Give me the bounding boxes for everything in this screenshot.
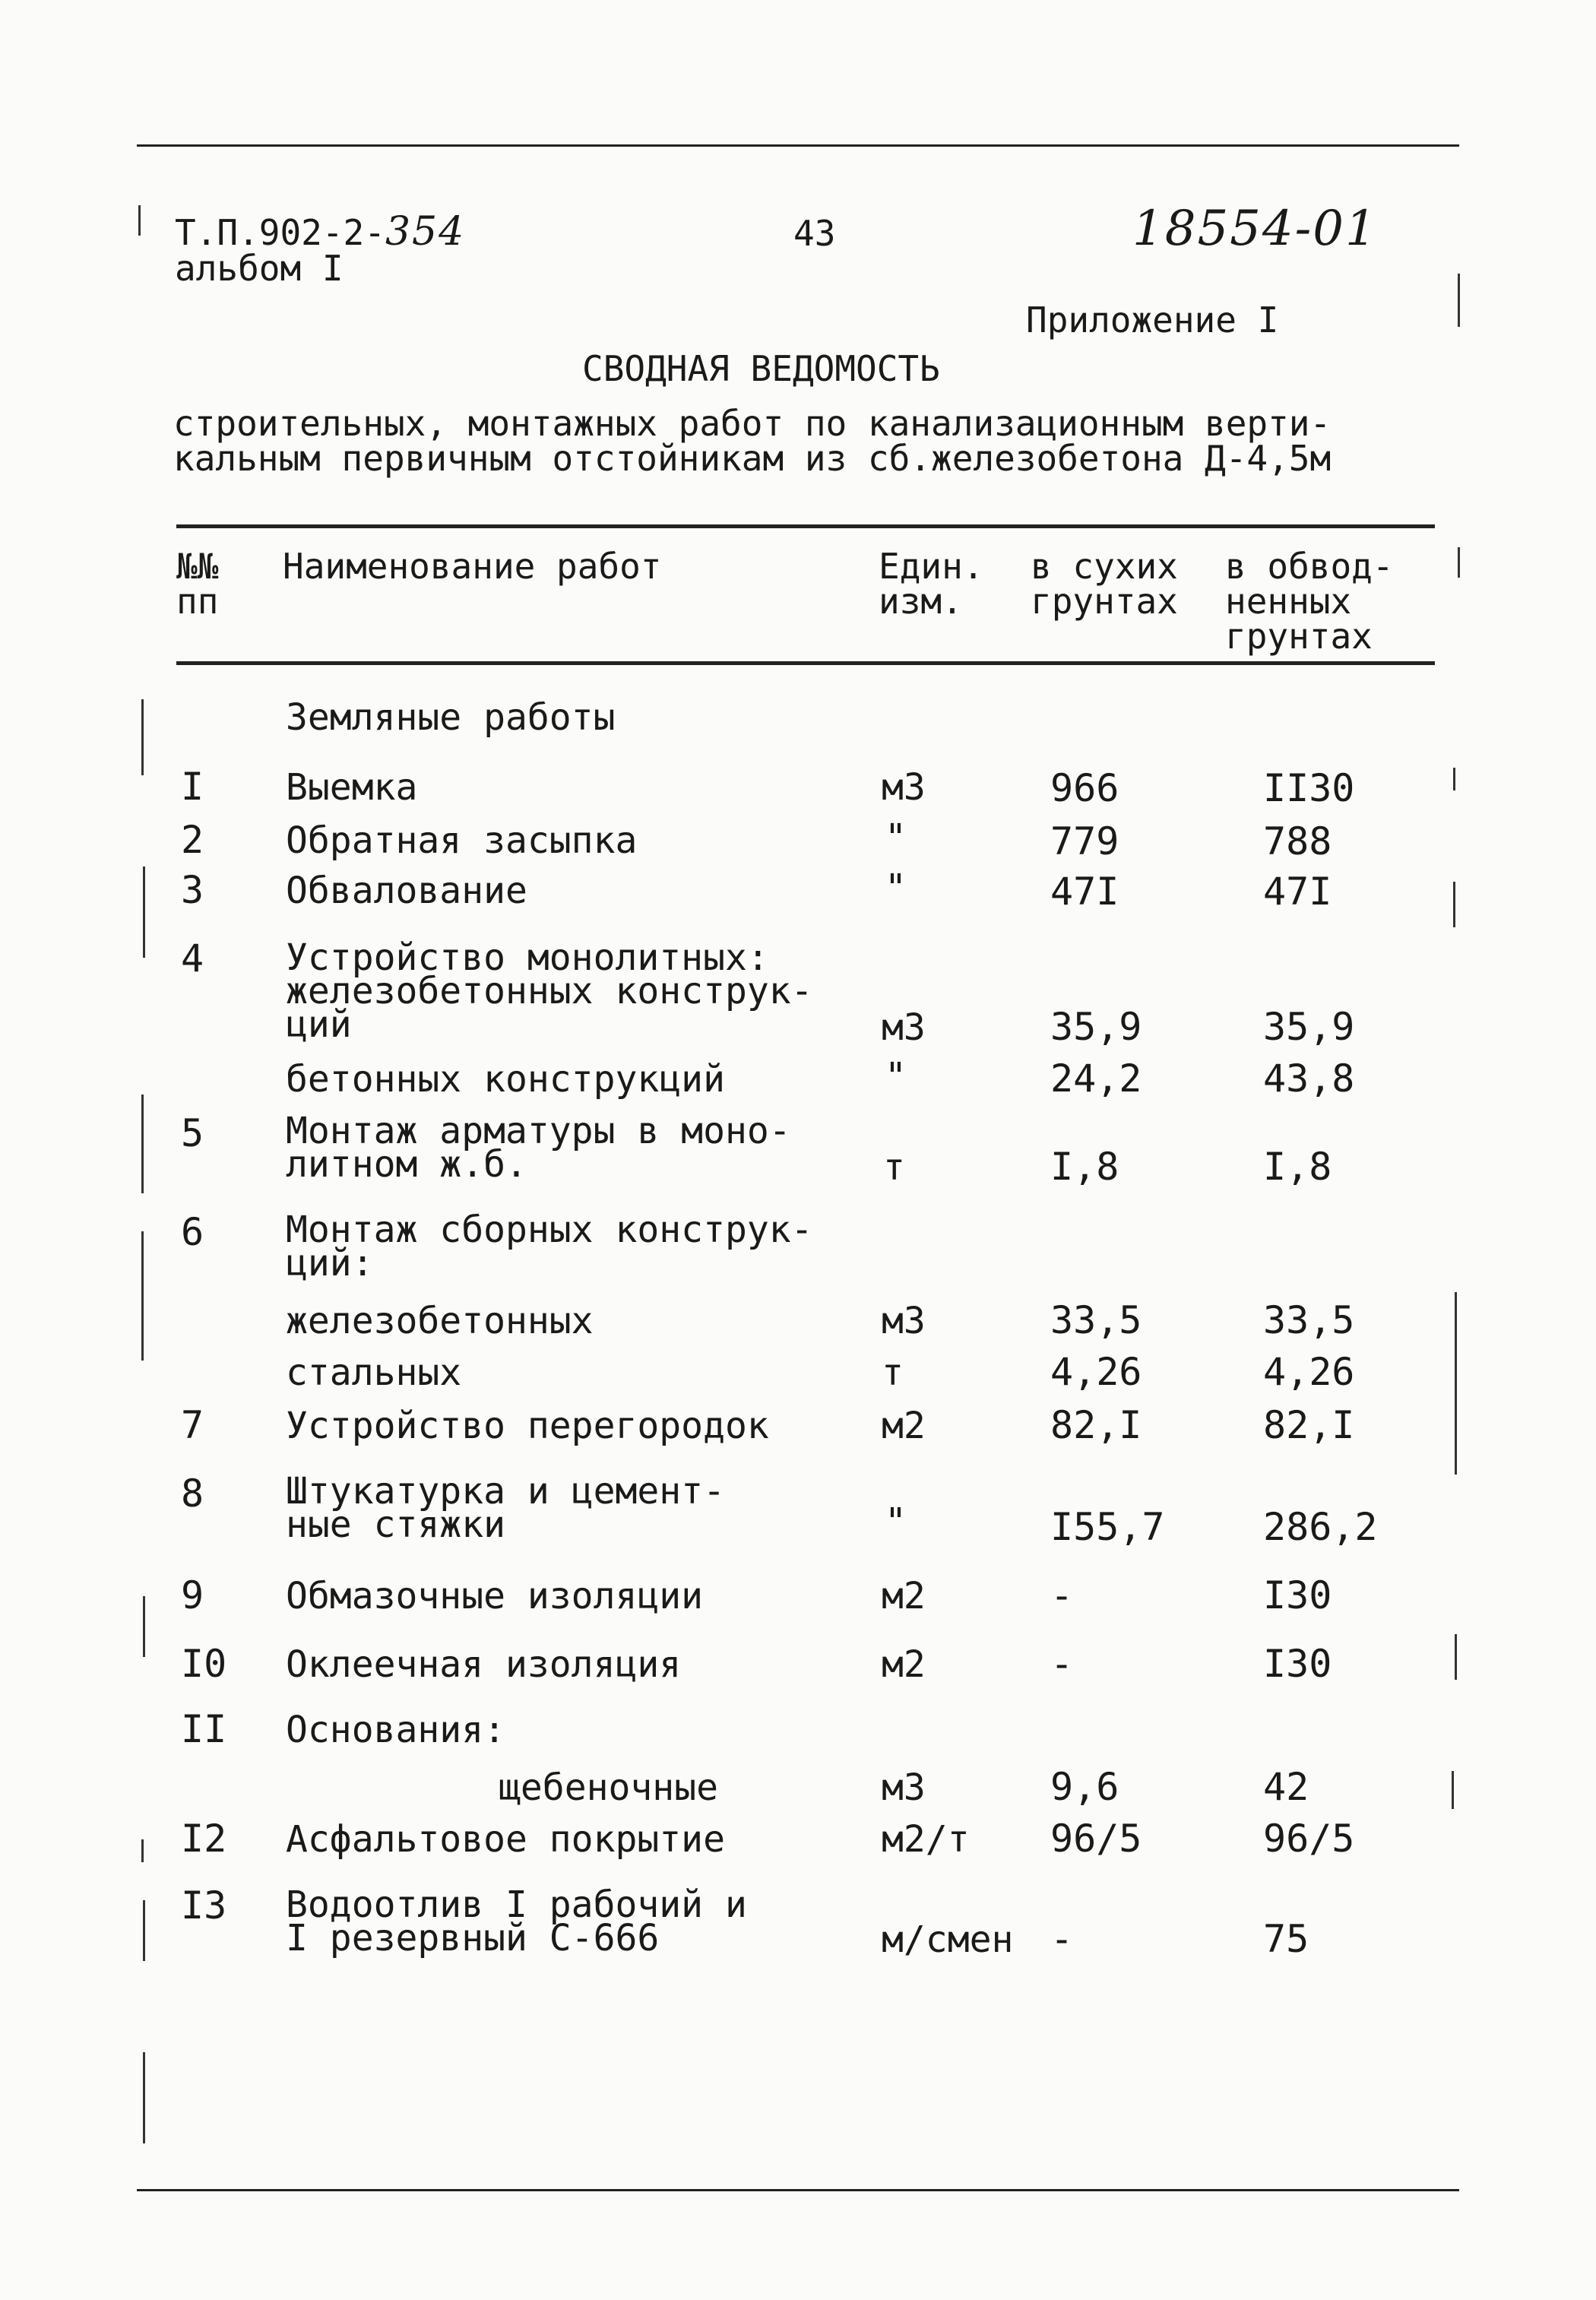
row-name: бетонных конструкций: [286, 1058, 725, 1101]
row-name: Выемка: [286, 766, 418, 809]
table-top-rule: [176, 524, 1435, 528]
margin-mark: [143, 866, 145, 958]
row-unit: м2: [882, 1405, 926, 1447]
row-name: Обмазочные изоляции: [286, 1575, 704, 1617]
page-number: 43: [793, 213, 836, 254]
row-number: I2: [181, 1817, 227, 1861]
row-unit: м2: [882, 1575, 926, 1617]
margin-mark: [1458, 547, 1460, 578]
row-unit: м/смен: [882, 1918, 1014, 1961]
row-wet: I30: [1263, 1642, 1332, 1686]
top-border: [137, 144, 1459, 147]
album-label: альбом I: [175, 248, 344, 289]
row-name: железобетонных: [286, 1300, 594, 1342]
row-unit: м3: [882, 1766, 926, 1809]
row-wet: 4,26: [1263, 1350, 1355, 1394]
row-name: Водоотлив I рабочий и I резервный С-666: [286, 1883, 747, 1959]
row-wet: 35,9: [1263, 1005, 1355, 1049]
margin-mark: [1452, 1771, 1454, 1809]
margin-mark: [143, 1596, 145, 1657]
row-wet: 47I: [1263, 870, 1332, 914]
row-wet: 96/5: [1263, 1817, 1355, 1861]
row-wet: I,8: [1263, 1145, 1332, 1189]
row-dry: 779: [1050, 819, 1119, 863]
row-unit: т: [882, 1351, 904, 1394]
row-wet: II30: [1263, 766, 1355, 810]
margin-mark: [1458, 274, 1460, 327]
row-name: Монтаж сборных конструк- ций:: [286, 1209, 813, 1285]
subtitle-line-1: строительных, монтажных работ по канализационным верти-: [173, 403, 1332, 444]
margin-mark: [1453, 768, 1455, 790]
bottom-border: [137, 2189, 1459, 2191]
document-code: Т.П.902-2-354: [175, 209, 466, 255]
margin-mark: [141, 699, 144, 775]
col-header-dry-soil: в сухих грунтах: [1031, 546, 1178, 622]
margin-mark: [141, 1839, 144, 1862]
row-number: I0: [181, 1642, 227, 1686]
row-dry: -: [1050, 1917, 1074, 1961]
inventory-number: 18554-01: [1132, 201, 1378, 257]
row-unit: м3: [882, 1300, 926, 1342]
row-number: 7: [181, 1403, 204, 1447]
row-number: 2: [181, 818, 204, 862]
row-dry: 82,I: [1050, 1403, 1142, 1447]
subtitle-line-2: кальным первичным отстойникам из сб.железобетона Д-4,5м: [173, 438, 1332, 479]
row-name: Штукатурка и цемент- ные стяжки: [286, 1470, 725, 1546]
row-name: стальных: [286, 1351, 462, 1394]
row-unit: м2: [882, 1643, 926, 1686]
margin-mark: [141, 1231, 144, 1361]
section-heading: Земляные работы: [286, 696, 616, 739]
row-wet: 75: [1263, 1917, 1309, 1961]
row-wet: 43,8: [1263, 1057, 1355, 1101]
row-name: Основания:: [286, 1709, 505, 1751]
row-wet: 33,5: [1263, 1298, 1355, 1342]
row-dry: I,8: [1050, 1145, 1119, 1189]
row-number: 6: [181, 1210, 204, 1254]
row-unit: м3: [882, 1006, 926, 1049]
row-dry: 47I: [1050, 870, 1119, 914]
row-unit: ": [885, 1500, 907, 1543]
row-unit: м3: [882, 766, 926, 809]
row-number: II: [181, 1707, 227, 1751]
row-number: I3: [181, 1883, 227, 1928]
row-dry: 35,9: [1050, 1005, 1142, 1049]
margin-mark: [141, 1095, 144, 1193]
row-number: 3: [181, 868, 204, 912]
row-name: Обратная засыпка: [286, 819, 638, 862]
margin-mark: [143, 1900, 145, 1961]
row-name: щебеночные: [499, 1766, 718, 1809]
row-number: 9: [181, 1573, 204, 1617]
row-unit: м2/т: [882, 1818, 970, 1861]
col-header-unit: Един. изм.: [879, 546, 984, 622]
page-title: СВОДНАЯ ВЕДОМОСТЬ: [582, 348, 940, 389]
appendix-label: Приложение I: [1026, 299, 1279, 341]
margin-mark: [143, 2052, 145, 2143]
margin-mark: [1455, 1292, 1457, 1475]
row-name: Оклеечная изоляция: [286, 1643, 682, 1686]
margin-mark: [138, 205, 141, 236]
row-wet: 42: [1263, 1765, 1309, 1809]
row-number: 5: [181, 1111, 204, 1155]
row-dry: -: [1050, 1642, 1074, 1686]
row-dry: I55,7: [1050, 1505, 1165, 1549]
margin-mark: [1455, 1634, 1457, 1680]
col-header-wet-soil: в обвод- ненных грунтах: [1225, 546, 1394, 657]
row-dry: 33,5: [1050, 1298, 1142, 1342]
row-name: Устройство монолитных: железобетонных конструк- ций: [286, 936, 813, 1046]
row-wet: 82,I: [1263, 1403, 1355, 1447]
row-dry: -: [1050, 1573, 1074, 1617]
row-number: 4: [181, 936, 204, 981]
table-header-rule: [176, 661, 1435, 665]
row-unit: ": [885, 816, 907, 859]
row-number: I: [181, 765, 204, 809]
row-unit: т: [883, 1146, 905, 1189]
row-name: Обвалование: [286, 870, 527, 912]
row-wet: I30: [1263, 1573, 1332, 1617]
margin-mark: [1453, 882, 1455, 927]
row-dry: 96/5: [1050, 1817, 1142, 1861]
row-name: Асфальтовое покрытие: [286, 1818, 725, 1861]
row-wet: 788: [1263, 819, 1332, 863]
col-header-name: Наименование работ: [283, 546, 662, 587]
col-header-number: №№ пп: [176, 546, 219, 622]
row-unit: ": [885, 866, 907, 909]
row-wet: 286,2: [1263, 1505, 1378, 1549]
row-unit: ": [885, 1055, 907, 1098]
row-dry: 9,6: [1050, 1765, 1119, 1809]
row-name: Устройство перегородок: [286, 1405, 769, 1447]
row-number: 8: [181, 1472, 204, 1516]
row-name: Монтаж арматуры в моно- литном ж.б.: [286, 1110, 791, 1186]
row-dry: 4,26: [1050, 1350, 1142, 1394]
row-dry: 966: [1050, 766, 1119, 810]
row-dry: 24,2: [1050, 1057, 1142, 1101]
